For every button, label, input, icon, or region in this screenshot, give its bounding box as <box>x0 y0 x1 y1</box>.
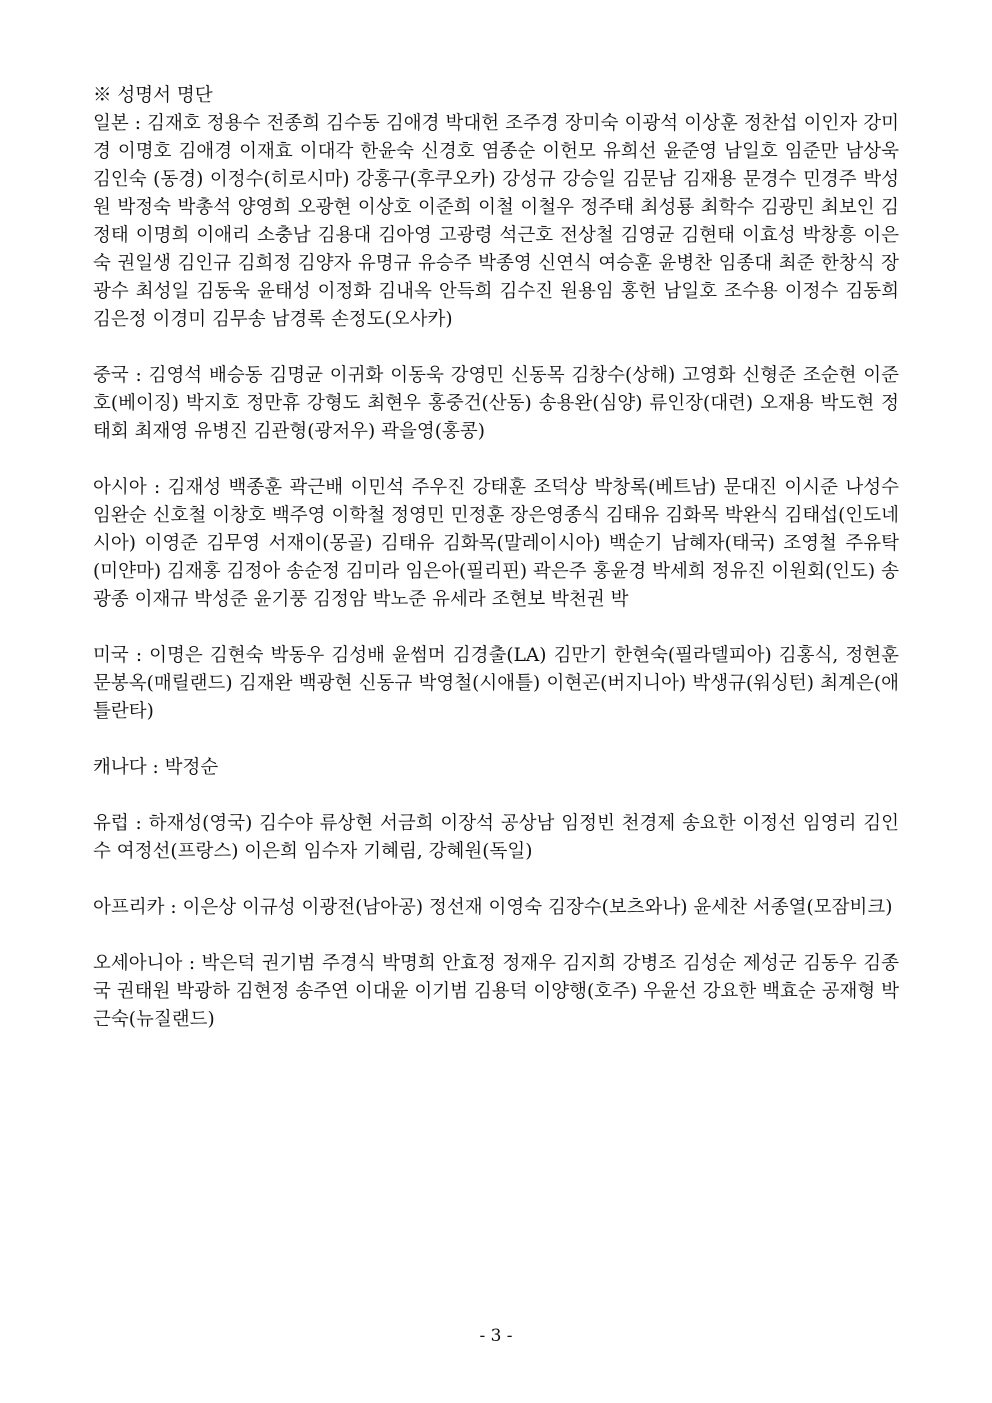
document-title: ※ 성명서 명단 <box>93 85 213 106</box>
section-gap <box>93 782 899 810</box>
section-gap <box>93 866 899 894</box>
section-gap <box>93 922 899 950</box>
page-number: - 3 - <box>479 1326 513 1346</box>
signatories-oceania: 오세아니아 : 박은덕 권기범 주경식 박명희 안효정 정재우 김지희 강병조 김성순 제성군 김동우 김종국 권태원 박광하 김현정 송주연 이대윤 이기범 김용덕 이양행(호주) 우윤선 강요한 백효순 공재형 박근숙(뉴질랜드) <box>93 953 899 1030</box>
document-body <box>93 82 899 1034</box>
section-gap <box>93 614 899 642</box>
section-gap <box>93 726 899 754</box>
signatories-europe: 유럽 : 하재성(영국) 김수야 류상현 서금희 이장석 공상남 임정빈 천경제 송요한 이정선 임영리 김인수 여정선(프랑스) 이은희 임수자 기혜림, 강혜원(독일) <box>93 813 899 862</box>
section-gap <box>93 446 899 474</box>
section-gap <box>93 334 899 362</box>
signatories-china: 중국 : 김영석 배승동 김명균 이귀화 이동욱 강영민 신동목 김창수(상해) 고영화 신형준 조순현 이준호(베이징) 박지호 정만휴 강형도 최현우 홍중건(산동) 송용완(심양) 류인장(대련) 오재용 박도현 정태회 최재영 유병진 김관형(광저우) 곽을영(홍콩) <box>93 365 899 442</box>
signatories-asia: 아시아 : 김재성 백종훈 곽근배 이민석 주우진 강태훈 조덕상 박창록(베트남) 문대진 이시준 나성수 임완순 신호철 이창호 백주영 이학철 정영민 민정훈 장은영종식 김태유 김화목 박완식 김태섭(인도네시아) 이영준 김무영 서재이(몽골) 김태유 김화목(말레이시아) 백순기 남혜자(태국) 조영철 주유탁(미얀마) 김재홍 김정아 송순정 김미라 임은아(필리핀) 곽은주 홍윤경 박세희 정유진 이원회(인도) 송광종 이재규 박성준 윤기풍 김정암 박노준 유세라 조현보 박천권 박 <box>93 477 899 610</box>
signatories-usa: 미국 : 이명은 김현숙 박동우 김성배 윤썸머 김경출(LA) 김만기 한현숙(필라델피아) 김홍식, 정현훈 문봉옥(매릴랜드) 김재완 백광현 신동규 박영철(시애틀) 이현곤(버지니아) 박생규(워싱턴) 최계은(애틀란타) <box>93 645 899 722</box>
signatories-canada: 캐나다 : 박정순 <box>93 757 219 778</box>
signatories-africa: 아프리카 : 이은상 이규성 이광전(남아공) 정선재 이영숙 김장수(보츠와나) 윤세찬 서종열(모잠비크) <box>93 897 893 918</box>
signatories-japan: 일본 : 김재호 정용수 전종희 김수동 김애경 박대헌 조주경 장미숙 이광석 이상훈 정찬섭 이인자 강미경 이명호 김애경 이재효 이대각 한윤숙 신경호 염종순 이헌모 유희선 윤준영 남일호 임준만 남상욱 김인숙 (동경) 이정수(히로시마) 강홍구(후쿠오카) 강성규 강승일 김문남 김재용 문경수 민경주 박성원 박정숙 박총석 양영희 오광현 이상호 이준희 이철 이철우 정주태 최성룡 최학수 김광민 최보인 김정태 이명희 이애리 소충남 김용대 김아영 고광령 석근호 전상철 김영균 김현태 이효성 박창흥 이은숙 권일생 김인규 김희정 김양자 유명규 유승주 박종영 신연식 여승훈 윤병찬 임종대 최준 한창식 장광수 최성일 김동욱 윤태성 이정화 김내옥 안득희 김수진 원용임 홍헌 남일호 조수용 이정수 김동희 김은정 이경미 김무송 남경록 손정도(오사카) <box>93 113 899 330</box>
